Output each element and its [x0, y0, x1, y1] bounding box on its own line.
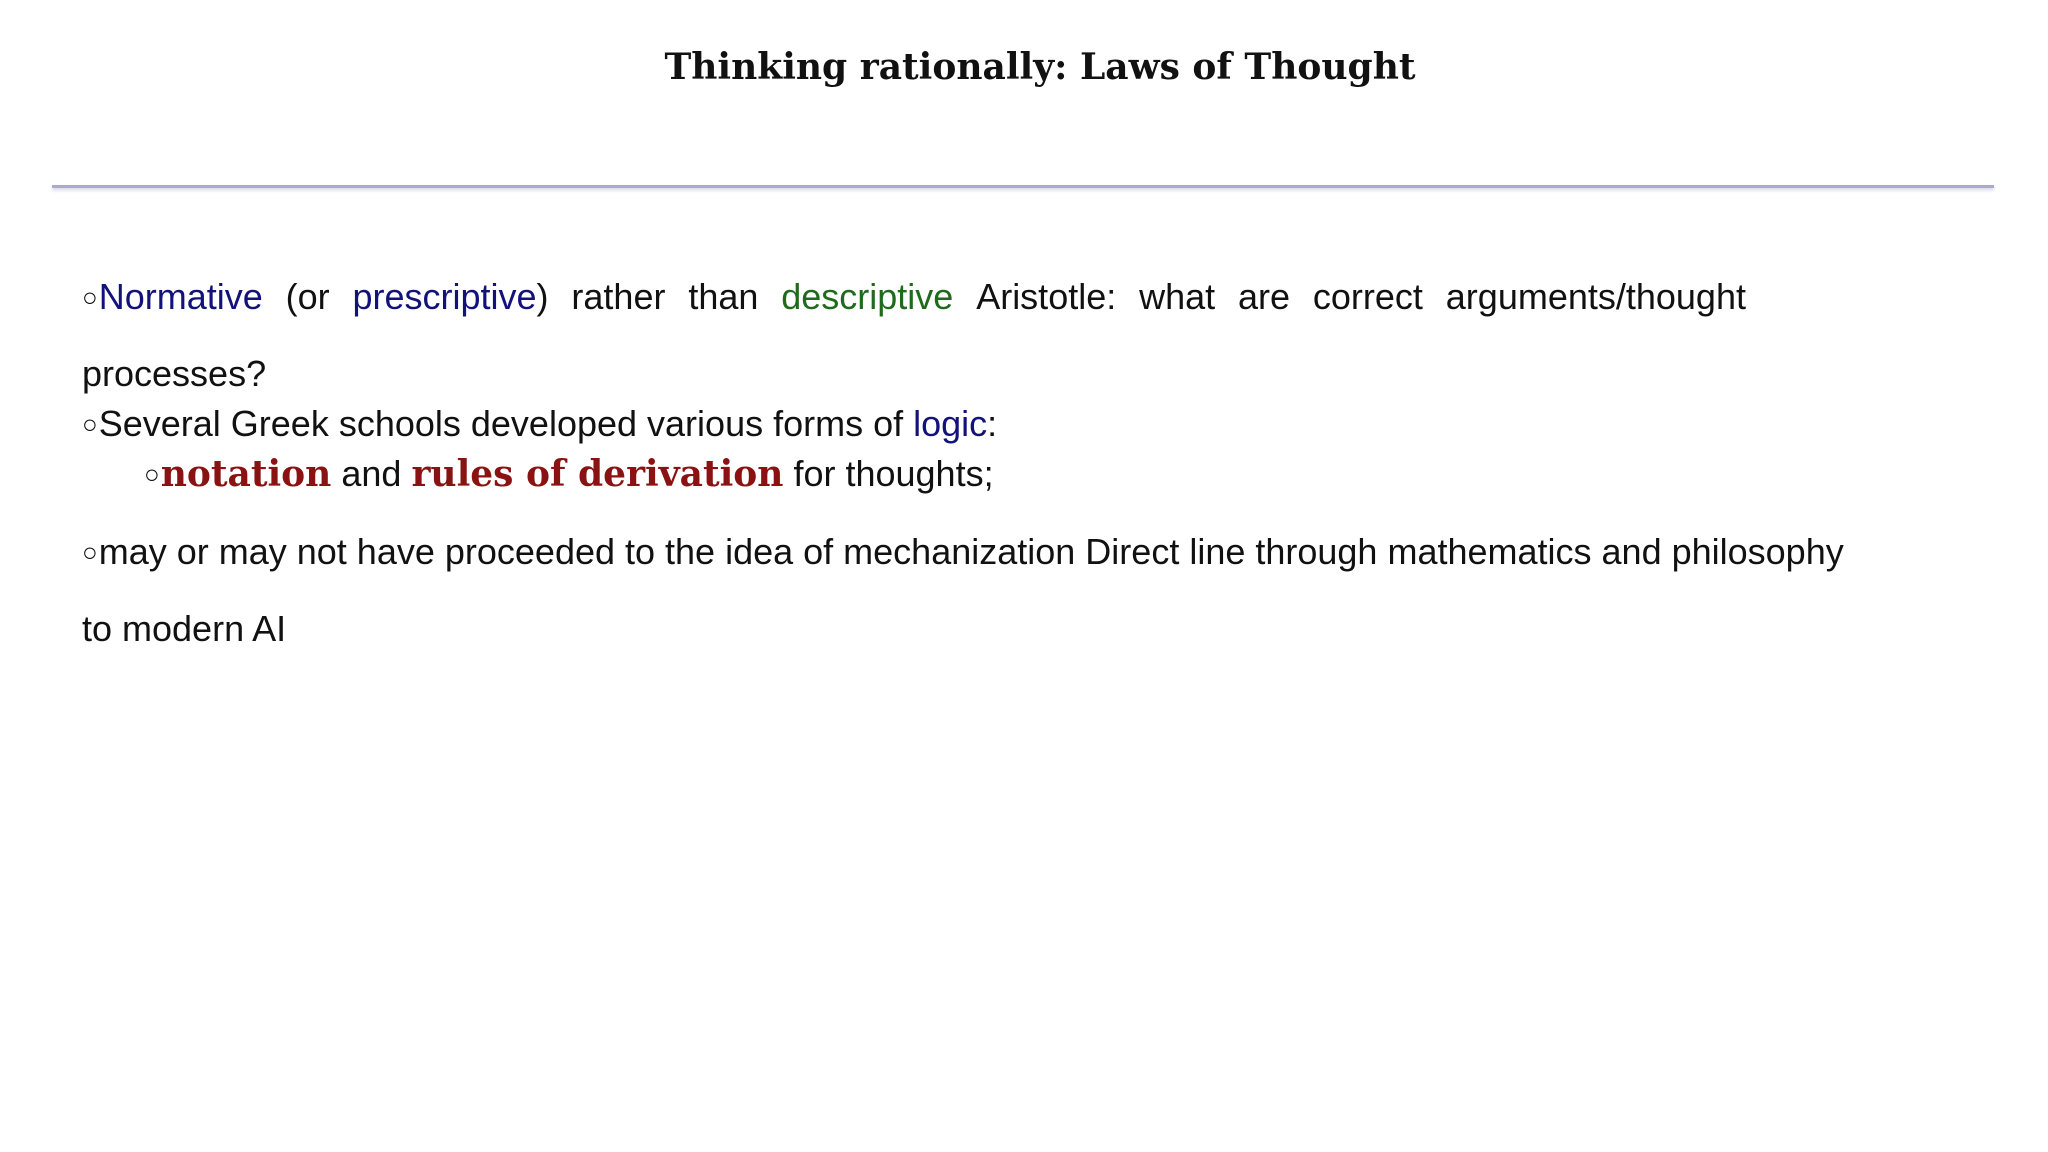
bullet-1-word-normative: [82, 276, 263, 318]
word-what: what: [1139, 276, 1216, 317]
bullet-3-text: may or may not have proceeded to the idea of mechanization Direct line through mathematics and philosophy: [98, 531, 1844, 572]
word-and: and: [331, 453, 412, 494]
bullet-marker: ○: [82, 409, 98, 439]
word-arguments-thought: arguments/thought: [1445, 276, 1746, 317]
bullet-2-colon: :: [987, 403, 998, 444]
bullet-2: [82, 403, 997, 445]
word-than: than: [688, 276, 759, 317]
word-correct: correct: [1312, 276, 1423, 317]
slide-title: Thinking rationally: Laws of Thought: [664, 46, 1416, 88]
bullet-marker: ○: [82, 282, 98, 312]
word-or: (or: [285, 276, 330, 317]
term-prescriptive: prescriptive: [352, 276, 537, 317]
term-logic: logic: [913, 403, 988, 444]
bullet-marker: ○: [82, 537, 98, 567]
term-normative: Normative: [98, 276, 263, 317]
bullet-1-line-2: processes?: [82, 353, 267, 394]
term-notation: notation: [160, 453, 332, 495]
bullet-2-text: Several Greek schools developed various forms of: [98, 403, 914, 444]
term-rules-of-derivation: rules of derivation: [411, 453, 784, 495]
bullet-marker: ○: [144, 459, 160, 489]
bullet-1-line-1: [82, 276, 1746, 318]
sub-bullet-1-rest: for thoughts;: [783, 453, 994, 494]
word-rather: rather: [571, 276, 666, 317]
sub-bullet-1: [144, 453, 994, 495]
term-descriptive: descriptive: [781, 276, 954, 317]
title-divider: [52, 185, 1994, 188]
bullet-3-line-1: [82, 531, 1844, 573]
bullet-1-word-prescriptive: [352, 276, 548, 318]
word-are: are: [1238, 276, 1291, 317]
word-aristotle: Aristotle:: [976, 276, 1117, 317]
bullet-3-line-2: to modern AI: [82, 608, 287, 649]
paren-close: ): [536, 276, 549, 317]
